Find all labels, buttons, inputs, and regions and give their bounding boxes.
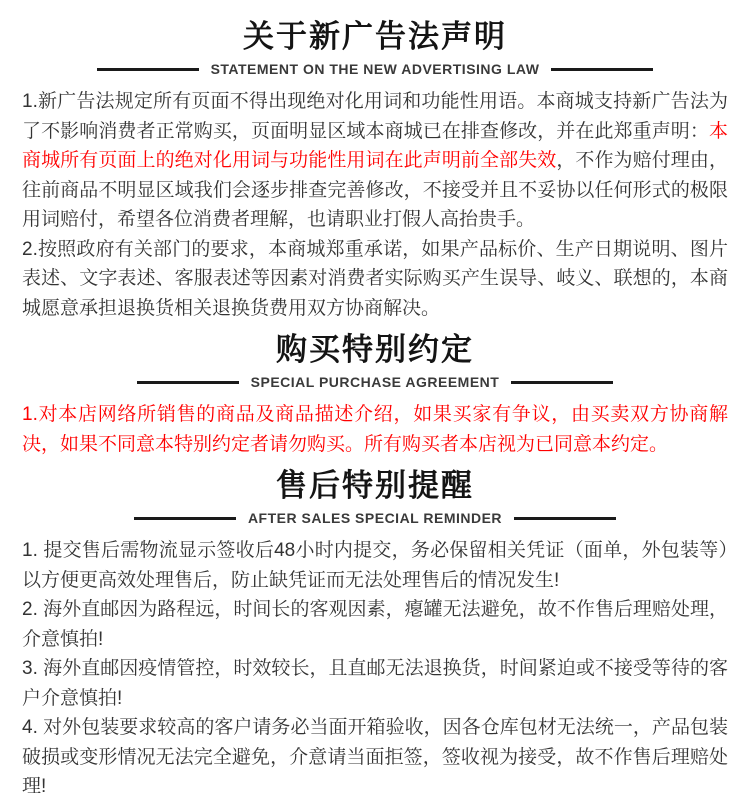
paragraph bbox=[22, 713, 728, 802]
text-segment: 2.按照政府有关部门的要求，本商城郑重承诺，如果产品标价、生产日期说明、图片表述、文字表述、客服表述等因素对消费者实际购买产生误导、岐义、联想的，本商城愿意承担退换货相关退换货费用双方协商解决。 bbox=[22, 238, 728, 319]
text-segment: 1.对本店网络所销售的商品及商品描述介绍，如果买家有争议，由买卖双方协商解决，如果不同意本特别约定者请勿购买。所有购买者本店视为已同意本约定。 bbox=[22, 404, 728, 455]
subtitle-rule-right bbox=[514, 517, 616, 520]
text-segment: ，不作为赔付理由，往前商品不明显区域我们会逐步排查完善修改，不接受并且不妥协以任何形式的极限用词赔付，希望各位消费者理解，也请职业打假人高抬贵手。 bbox=[22, 150, 728, 230]
subtitle-rule-right bbox=[551, 68, 653, 71]
subtitle-rule-left bbox=[137, 381, 239, 384]
subtitle-rule-left bbox=[134, 517, 236, 520]
section-subtitle-row bbox=[0, 374, 750, 390]
section-after-sales bbox=[0, 459, 750, 802]
section-header bbox=[0, 459, 750, 526]
section-header bbox=[0, 0, 750, 77]
paragraph bbox=[22, 235, 728, 324]
section-advertising-law bbox=[0, 0, 750, 323]
section-header bbox=[0, 323, 750, 390]
paragraph bbox=[22, 654, 728, 713]
section-subtitle: SPECIAL PURCHASE AGREEMENT bbox=[250, 374, 500, 390]
section-subtitle-row bbox=[0, 61, 750, 77]
text-segment: 本商城所有页面上的绝对化用词与功能性用词在此声明前全部失效 bbox=[22, 120, 728, 171]
text-segment: 4. 对外包装要求较高的客户请务必当面开箱验收，因各仓库包材无法统一，产品包装破损或变形情况无法完全避免，介意请当面拒签，签收视为接受，故不作售后理赔处理! bbox=[22, 717, 728, 797]
section-subtitle-row bbox=[0, 510, 750, 526]
section-body bbox=[0, 400, 750, 459]
text-segment: 1. 提交售后需物流显示签收后48小时内提交，务必保留相关凭证（面单，外包装等）以方便更高效处理售后，防止缺凭证而无法处理售后的情况发生! bbox=[22, 540, 728, 591]
paragraph bbox=[22, 400, 728, 459]
text-segment: 2. 海外直邮因为路程远，时间长的客观因素，瘪罐无法避免，故不作售后理赔处理，介意慎拍! bbox=[22, 599, 728, 650]
subtitle-rule-left bbox=[97, 68, 199, 71]
paragraph bbox=[22, 87, 728, 235]
paragraph bbox=[22, 595, 728, 654]
section-purchase-agreement bbox=[0, 323, 750, 459]
paragraph bbox=[22, 536, 728, 595]
section-subtitle: AFTER SALES SPECIAL REMINDER bbox=[247, 510, 503, 526]
subtitle-rule-right bbox=[511, 381, 613, 384]
section-title: 购买特别约定 bbox=[276, 332, 474, 367]
section-body bbox=[0, 87, 750, 323]
section-body bbox=[0, 536, 750, 802]
section-subtitle: STATEMENT ON THE NEW ADVERTISING LAW bbox=[210, 61, 540, 77]
section-title: 售后特别提醒 bbox=[276, 468, 474, 503]
text-segment: 3. 海外直邮因疫情管控，时效较长，且直邮无法退换货，时间紧迫或不接受等待的客户介意慎拍! bbox=[22, 658, 728, 709]
section-title: 关于新广告法声明 bbox=[243, 19, 507, 54]
text-segment: 1.新广告法规定所有页面不得出现绝对化用词和功能性用语。本商城支持新广告法为了不影响消费者正常购买，页面明显区域本商城已在排查修改，并在此郑重声明： bbox=[22, 91, 728, 142]
